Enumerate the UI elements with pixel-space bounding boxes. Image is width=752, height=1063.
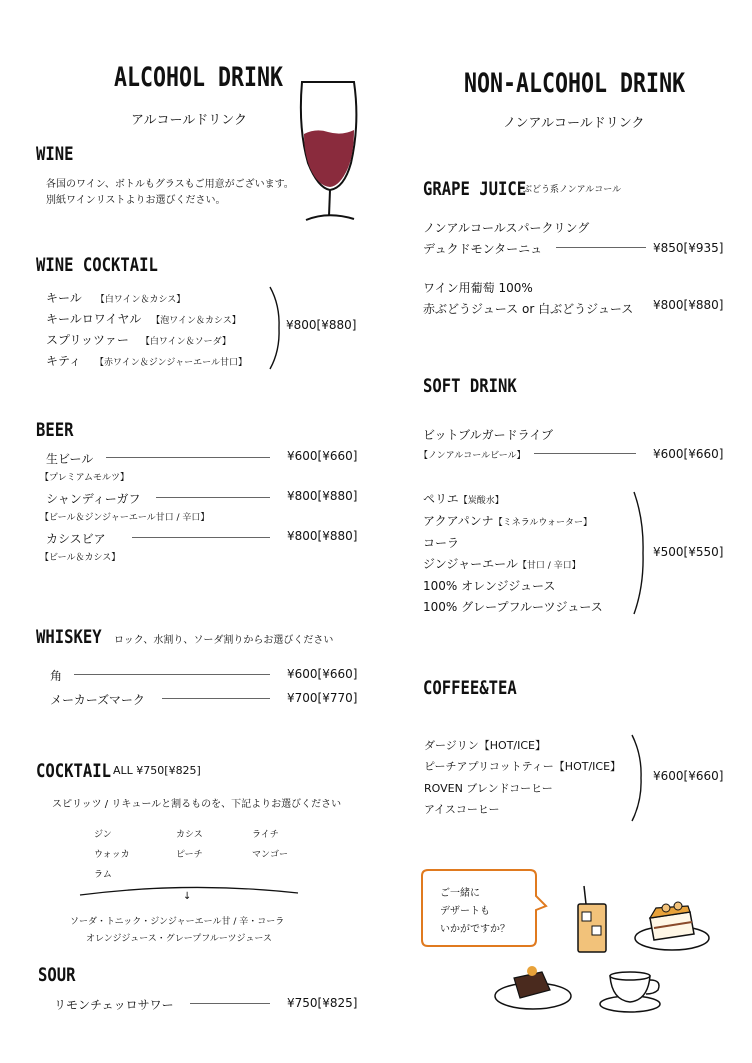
item-note: 【白ワイン＆ソーダ】 xyxy=(140,337,231,347)
wine-cocktail-item xyxy=(46,331,231,348)
sour-item-price: ¥750[¥825] xyxy=(287,996,358,1010)
bracket-divider xyxy=(632,490,646,616)
item-name: アクアパンナ xyxy=(423,514,494,528)
beer-item-price: ¥600[¥660] xyxy=(287,449,358,463)
beer-item-note: 【ビール＆ジンジャーエール甘口 / 辛口】 xyxy=(40,513,210,523)
item-name: ペリエ xyxy=(423,492,459,506)
beer-item-price: ¥800[¥880] xyxy=(287,489,358,503)
item-note: 【甘口 / 辛口】 xyxy=(517,561,581,571)
leader-line xyxy=(190,1003,270,1004)
wine-cocktail-item xyxy=(46,352,247,369)
wine-cocktail-price: ¥800[¥880] xyxy=(286,318,357,332)
whiskey-item-price: ¥600[¥660] xyxy=(287,667,358,681)
coffee-cup-icon xyxy=(598,966,668,1014)
coffee-tea-item: ピーチアプリコットティー【HOT/ICE】 xyxy=(424,760,622,773)
beer-heading: BEER xyxy=(36,419,74,441)
item-name: キールロワイヤル xyxy=(46,312,142,326)
leader-line xyxy=(74,674,270,675)
sour-item-name: リモンチェッロサワー xyxy=(54,998,174,1012)
spirit-option: ジン xyxy=(94,830,112,840)
iced-tea-icon xyxy=(572,884,612,956)
leader-line xyxy=(556,247,646,248)
item-name: ジンジャーエール xyxy=(423,557,518,571)
beer-item-note: 【ビール＆カシス】 xyxy=(40,553,121,563)
item-name: 100% オレンジジュース xyxy=(423,579,556,593)
item-name: コーラ xyxy=(423,536,460,550)
spirit-option: マンゴー xyxy=(252,850,289,860)
grape-item-name: デュクドモンターニュ xyxy=(423,242,543,256)
arrow-down-icon: ↓ xyxy=(183,891,192,902)
coffee-tea-item: アイスコーヒー xyxy=(424,803,500,816)
soft-item-name: ビットブルガードライブ xyxy=(423,428,553,442)
soft-drink-heading: SOFT DRINK xyxy=(423,375,517,397)
grape-item-name: ワイン用葡萄 100% xyxy=(423,281,533,295)
whiskey-item-name: 角 xyxy=(50,669,63,683)
bubble-line-3: いかがですか？ xyxy=(440,924,510,935)
leader-line xyxy=(156,497,270,498)
cocktail-all-price: ALL ¥750[¥825] xyxy=(113,764,201,777)
spirit-option: カシス xyxy=(176,830,203,840)
bubble-line-2: デザートも xyxy=(440,906,490,917)
chocolate-cake-icon xyxy=(492,962,574,1012)
item-note: 【白ワイン＆カシス】 xyxy=(95,295,186,305)
soft-group-price: ¥500[¥550] xyxy=(653,545,724,559)
soft-group-item xyxy=(423,490,504,507)
leader-line xyxy=(132,537,270,538)
beer-item-name: シャンディーガフ xyxy=(46,492,141,506)
soft-group-item xyxy=(423,512,592,529)
cocktail-heading: COCKTAIL xyxy=(36,760,112,782)
bubble-line-1: ご一緒に xyxy=(440,888,480,899)
mixers-line-1: ソーダ・トニック・ジンジャーエール甘 / 辛・コーラ xyxy=(70,917,285,927)
grape-item-name: 赤ぶどうジュース or 白ぶどうジュース xyxy=(423,302,634,316)
soft-group-item xyxy=(423,555,581,572)
coffee-tea-price: ¥600[¥660] xyxy=(653,769,724,783)
grape-item-price: ¥850[¥935] xyxy=(653,241,724,255)
beer-item-note: 【プレミアムモルツ】 xyxy=(40,473,130,483)
beer-item-name: カシスビア xyxy=(46,532,106,546)
grape-item-name: ノンアルコールスパークリング xyxy=(423,221,590,235)
beer-item-name: 生ビール xyxy=(46,452,94,466)
coffee-tea-item: ROVEN ブレンドコーヒー xyxy=(424,782,553,795)
mixers-line-2: オレンジジュース・グレープフルーツジュース xyxy=(86,934,272,944)
whiskey-heading: WHISKEY xyxy=(36,626,102,648)
bracket-divider xyxy=(630,733,644,823)
leader-line xyxy=(162,698,270,699)
wine-cocktail-item xyxy=(46,310,241,327)
alcohol-title: ALCOHOL DRINK xyxy=(114,62,284,93)
non-alcohol-title: NON-ALCOHOL DRINK xyxy=(464,68,686,99)
item-note: 【ミネラルウォーター】 xyxy=(493,518,593,528)
cake-icon xyxy=(632,898,712,954)
wine-desc-2: 別紙ワインリストよりお選びください。 xyxy=(46,195,226,206)
wine-desc-1: 各国のワイン、ボトルもグラスもご用意がございます。 xyxy=(46,179,294,190)
cocktail-desc: スピリッツ / リキュールと割るものを、下記よりお選びください xyxy=(52,799,342,810)
grape-juice-subheading: ぶどう系ノンアルコール xyxy=(523,185,622,195)
soft-item-price: ¥600[¥660] xyxy=(653,447,724,461)
item-name: キティ xyxy=(46,354,82,368)
item-note: 【泡ワイン＆カシス】 xyxy=(151,316,241,326)
leader-line xyxy=(106,457,270,458)
leader-line xyxy=(534,453,636,454)
whiskey-item-price: ¥700[¥770] xyxy=(287,691,358,705)
non-alcohol-subtitle: ノンアルコールドリンク xyxy=(503,116,645,131)
spirit-option: ラム xyxy=(94,870,112,880)
alcohol-subtitle: アルコールドリンク xyxy=(131,113,247,128)
spirit-option: ライチ xyxy=(252,830,279,840)
whiskey-item-name: メーカーズマーク xyxy=(50,693,145,707)
sour-heading: SOUR xyxy=(38,964,76,986)
item-name: キール xyxy=(46,291,82,305)
soft-group-item xyxy=(423,577,555,594)
wine-heading: WINE xyxy=(36,143,74,165)
beer-item-price: ¥800[¥880] xyxy=(287,529,358,543)
item-name: 100% グレープフルーツジュース xyxy=(423,600,603,614)
soft-group-item xyxy=(423,534,459,551)
coffee-tea-heading: COFFEE&TEA xyxy=(423,677,517,699)
item-note: 【赤ワイン＆ジンジャーエール甘口】 xyxy=(95,358,247,368)
soft-group-item xyxy=(423,598,603,615)
wine-cocktail-item xyxy=(46,289,185,306)
whiskey-desc: ロック、水割り、ソーダ割りからお選びください xyxy=(114,635,334,646)
spirit-option: ウォッカ xyxy=(94,850,130,860)
spirit-option: ピーチ xyxy=(176,850,203,860)
wine-glass-icon xyxy=(288,68,368,228)
bracket-divider xyxy=(268,285,282,371)
item-name: スプリッツァー xyxy=(46,333,129,347)
wine-cocktail-heading: WINE COCKTAIL xyxy=(36,254,158,276)
coffee-tea-item: ダージリン【HOT/ICE】 xyxy=(424,739,547,752)
soft-item-note: 【ノンアルコールビール】 xyxy=(419,451,526,461)
grape-item-price: ¥800[¥880] xyxy=(653,298,724,312)
item-note: 【炭酸水】 xyxy=(458,496,504,506)
grape-juice-heading: GRAPE JUICE xyxy=(423,178,527,200)
